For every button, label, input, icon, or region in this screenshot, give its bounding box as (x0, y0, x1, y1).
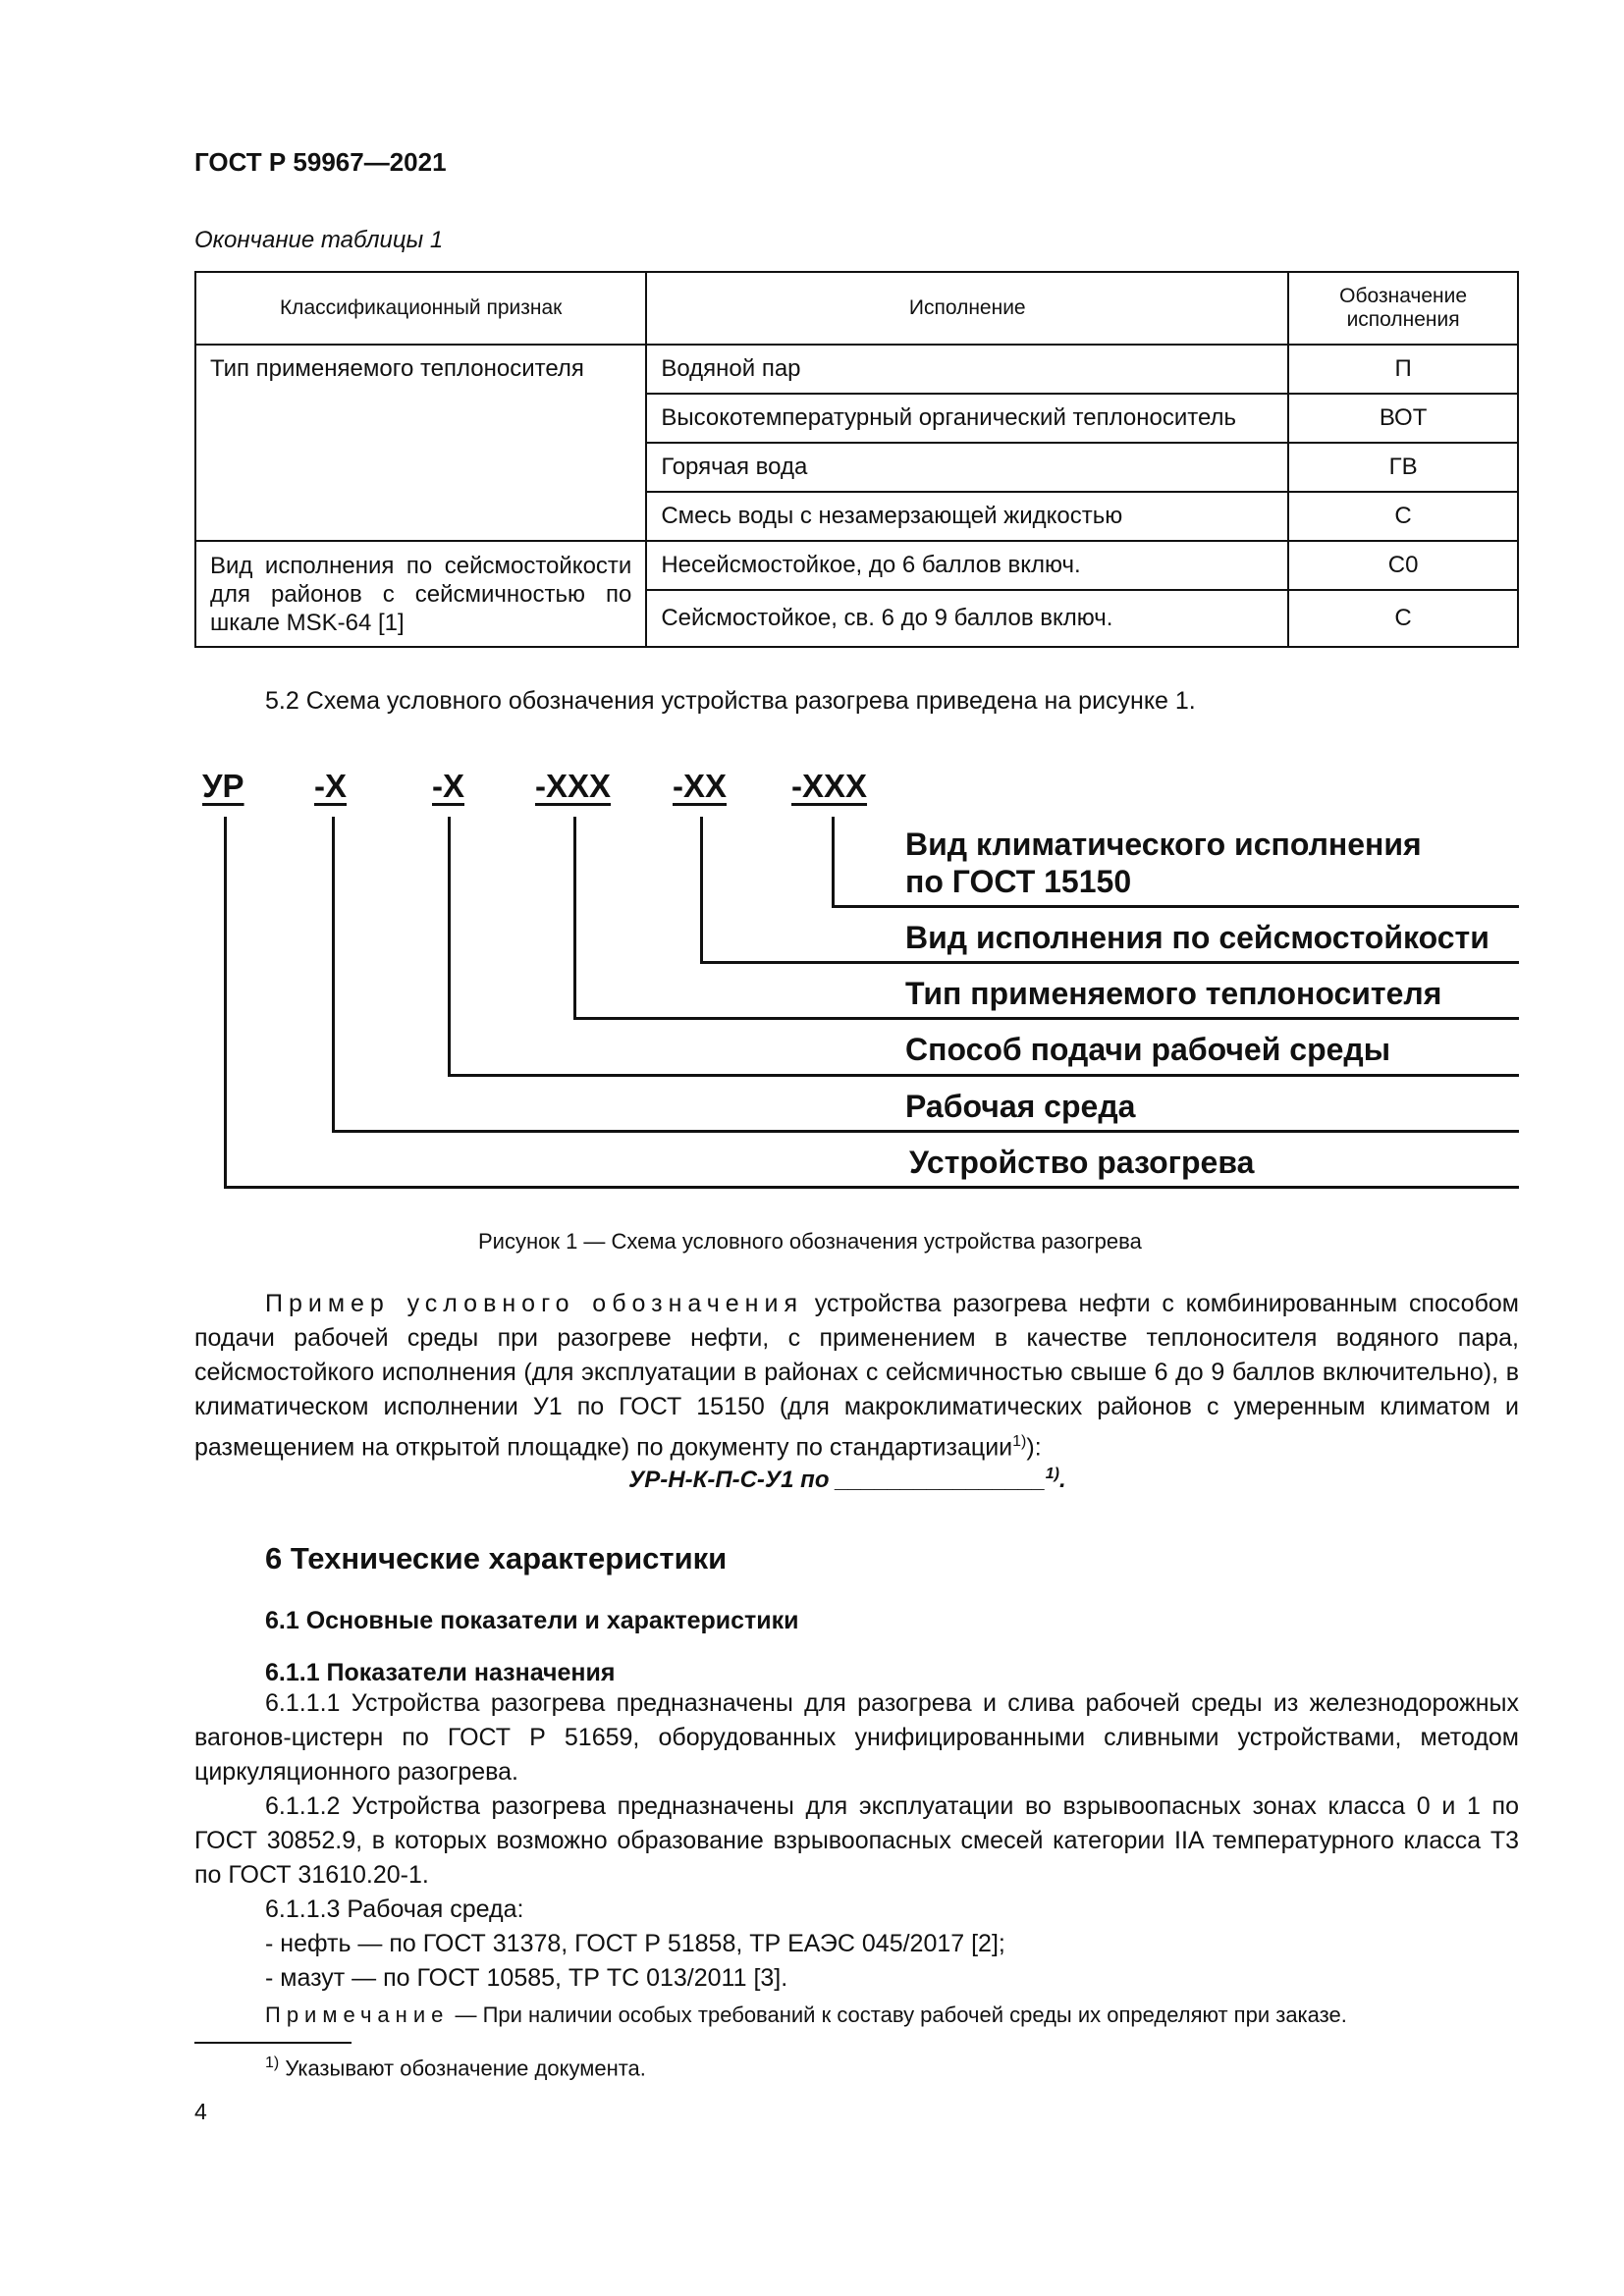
document-header: ГОСТ Р 59967—2021 (194, 147, 447, 177)
scheme-label-feed: Способ подачи рабочей среды (905, 1032, 1391, 1067)
example-designation (628, 1466, 1066, 1494)
footnote-text: Указывают обозначение документа. (279, 2056, 646, 2081)
footnote-ref: 1) (1012, 1433, 1027, 1450)
table-cell: С0 (1288, 541, 1518, 590)
classification-table (194, 271, 1519, 648)
scheme-baseline (832, 905, 1519, 908)
scheme-leader-line (224, 817, 227, 1189)
scheme-code-medium: -Х (314, 768, 347, 804)
scheme-label-seismic: Вид исполнения по сейсмостойкости (905, 920, 1489, 955)
table-header-cell: Обозначение исполнения (1288, 272, 1518, 345)
table-caption: Окончание таблицы 1 (194, 227, 444, 253)
page-number: 4 (194, 2099, 207, 2124)
scheme-label-device: Устройство разогрева (909, 1145, 1255, 1180)
paragraph-6-1-1-2: 6.1.1.2 Устройства разогрева предназначены для эксплуатации во взрывоопасных зонах класса 0 и 1 по ГОСТ 30852.9, в которых возможно образование взрывоопасных смесей категории IIA температурного класса Т3 по ГОСТ 31610.20-1. (194, 1792, 1519, 1889)
figure-caption: Рисунок 1 — Схема условного обозначения устройства разогрева (478, 1229, 1142, 1254)
table-cell: П (1288, 345, 1518, 394)
example-lead: Пример условного обозначения (265, 1290, 803, 1317)
scheme-baseline (700, 961, 1519, 964)
paragraph-6-1-1-3: 6.1.1.3 Рабочая среда: (265, 1896, 524, 1923)
designation-code: УР-Н-К-П-С-У1 по (628, 1467, 837, 1493)
note (265, 2002, 1347, 2028)
list-item: - мазут — по ГОСТ 10585, ТР ТС 013/2011 [3]. (265, 1964, 788, 1992)
subsection-6-1-title: 6.1 Основные показатели и характеристики (265, 1607, 799, 1634)
footnote (265, 2055, 646, 2081)
table-row (195, 541, 1518, 590)
table-cell: Смесь воды с незамерзающей жидкостью (646, 492, 1288, 541)
scheme-baseline (448, 1074, 1519, 1077)
footnote-mark: 1) (265, 2055, 280, 2071)
subsection-6-1-1-title: 6.1.1 Показатели назначения (265, 1659, 616, 1686)
scheme-code-ur: УР (202, 768, 244, 804)
table-row (195, 345, 1518, 394)
scheme-baseline (573, 1017, 1519, 1020)
table-header-cell: Исполнение (646, 272, 1288, 345)
scheme-baseline (224, 1186, 1519, 1189)
scheme-label-medium: Рабочая среда (905, 1089, 1136, 1124)
table-cell: Сейсмостойкое, св. 6 до 9 баллов включ. (646, 590, 1288, 647)
paragraph-6-1-1-1: 6.1.1.1 Устройства разогрева предназначены для разогрева и слива рабочей среды из железнодорожных вагонов-цистерн по ГОСТ Р 51659, оборудованных унифицированными сливными устройствами, методом циркуляционного разогрева. (194, 1689, 1519, 1786)
scheme-code-heat-carrier: -ХХХ (535, 768, 612, 804)
example-text: устройства разогрева нефти с комбинированным способом подачи рабочей среды при разогреве нефти, с применением в качестве теплоносителя водяного пара, сейсмостойкого исполнения (для эксплуатации в районах с сейсмичностью свыше 6 до 9 баллов включительно), в климатическом исполнении У1 по ГОСТ 15150 (для макроклиматических районов с умеренным климатом и размещением на открытой площадке) по документу по стандартизации (194, 1290, 1519, 1462)
scheme-label-climate: Вид климатического исполнения (905, 827, 1422, 862)
example-paragraph (194, 1287, 1519, 1465)
table-cell: Несейсмостойкое, до 6 баллов включ. (646, 541, 1288, 590)
scheme-leader-line (332, 817, 335, 1133)
table-cell: С (1288, 590, 1518, 647)
section-6-title: 6 Технические характеристики (265, 1541, 728, 1575)
scheme-leader-line (700, 817, 703, 964)
paragraph-5-2: 5.2 Схема условного обозначения устройства разогрева приведена на рисунке 1. (265, 687, 1196, 715)
scheme-label-heat-carrier: Тип применяемого теплоносителя (905, 976, 1442, 1011)
table-group-label: Вид исполнения по сейсмостойкости для районов с сейсмичностью по шкале MSK-64 [1] (195, 541, 646, 647)
table-cell: Высокотемпературный органический теплоноситель (646, 394, 1288, 443)
list-item: - нефть — по ГОСТ 31378, ГОСТ Р 51858, ТР ЕАЭС 045/2017 [2]; (265, 1930, 1005, 1957)
table-cell: ГВ (1288, 443, 1518, 492)
scheme-leader-line (448, 817, 451, 1077)
footnote-ref: 1) (1045, 1466, 1059, 1482)
example-tail: ): (1026, 1433, 1042, 1462)
table-cell: С (1288, 492, 1518, 541)
footnote-divider (194, 2042, 352, 2044)
designation-blank: ________________ (836, 1467, 1046, 1493)
scheme-baseline (332, 1130, 1519, 1133)
scheme-code-climate: -ХХХ (791, 768, 868, 804)
scheme-code-feed: -Х (432, 768, 464, 804)
scheme-label-climate-2: по ГОСТ 15150 (905, 864, 1132, 899)
note-lead: Примечание (265, 2002, 450, 2027)
scheme-leader-line (573, 817, 576, 1020)
note-text: — При наличии особых требований к составу рабочей среды их определяют при заказе. (449, 2002, 1347, 2027)
table-cell: ВОТ (1288, 394, 1518, 443)
scheme-code-seismic: -ХХ (673, 768, 728, 804)
table-group-label: Тип применяемого теплоносителя (195, 345, 646, 541)
table-header-cell: Классификационный признак (195, 272, 646, 345)
scheme-leader-line (832, 817, 835, 908)
table-cell: Горячая вода (646, 443, 1288, 492)
table-header-row (195, 272, 1518, 345)
designation-end: . (1058, 1467, 1066, 1493)
table-cell: Водяной пар (646, 345, 1288, 394)
